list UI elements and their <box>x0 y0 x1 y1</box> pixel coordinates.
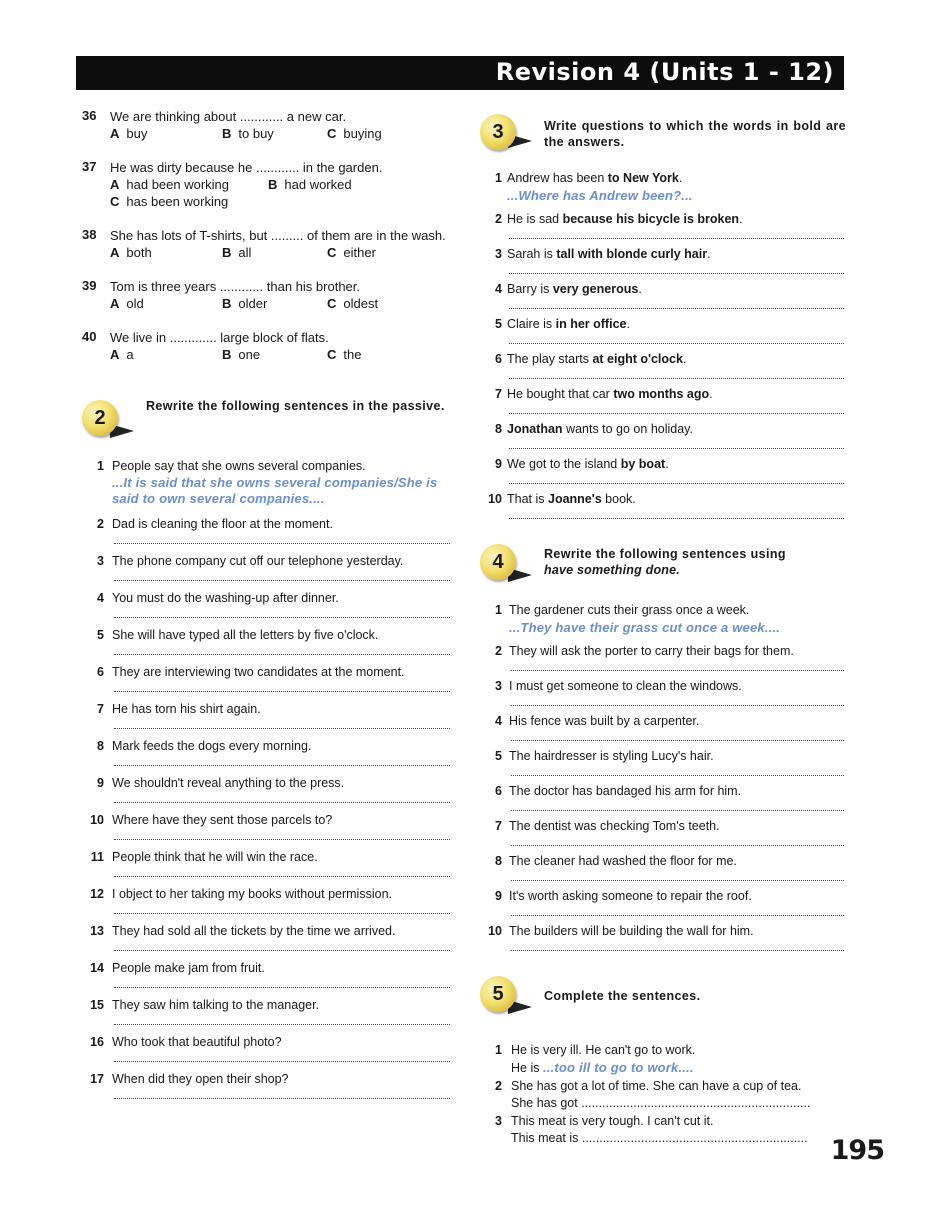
item-number: 10 <box>488 924 502 938</box>
sentence-stem: She has got <box>511 1096 582 1110</box>
item-number: 1 <box>97 459 104 473</box>
exercise-item <box>478 211 846 239</box>
answer-option[interactable] <box>110 346 222 363</box>
answer-line[interactable] <box>511 940 844 951</box>
item-number: 15 <box>90 998 104 1012</box>
exercise-item <box>80 664 452 692</box>
item-number: 2 <box>495 644 502 658</box>
bold-words: Jonathan <box>507 422 563 436</box>
item-number: 3 <box>495 247 502 261</box>
answer-line[interactable] <box>509 438 844 449</box>
example-answer: ...They have their grass cut once a week.... <box>509 620 781 635</box>
answer-line[interactable] <box>509 508 844 519</box>
option-text: older <box>238 296 268 311</box>
answer-option[interactable] <box>110 295 222 312</box>
item-text: They are interviewing two candidates at the moment. <box>112 665 405 679</box>
options-row <box>110 346 452 363</box>
options-row <box>110 244 452 261</box>
option-text: old <box>126 296 144 311</box>
bold-words: two months ago <box>613 387 710 401</box>
exercise-item <box>80 1071 452 1099</box>
question-number: 40 <box>82 329 97 344</box>
item-text: The doctor has bandaged his arm for him. <box>509 784 742 798</box>
mc-question <box>80 278 452 312</box>
exercise-item <box>478 678 846 706</box>
item-number: 7 <box>495 819 502 833</box>
exercise-item <box>80 960 452 988</box>
item-text: It's worth asking someone to repair the roof. <box>509 889 752 903</box>
item-text: I object to her taking my books without permission. <box>112 887 392 901</box>
item-text: The hairdresser is styling Lucy's hair. <box>509 749 714 763</box>
exercise-item <box>478 1042 846 1077</box>
exercise-instruction: Write questions to which the words in bold are the answers. <box>544 119 846 149</box>
item-number: 5 <box>495 749 502 763</box>
answer-option[interactable] <box>110 125 222 142</box>
option-text: has been working <box>126 194 229 209</box>
left-column <box>80 108 452 1108</box>
answer-line[interactable] <box>114 644 450 655</box>
exercise-item <box>478 713 846 741</box>
exercise-item <box>80 516 452 544</box>
exercise-4-list <box>478 602 846 951</box>
text-before: Claire is <box>507 317 556 331</box>
completion-line <box>511 1059 846 1077</box>
item-text: They will ask the porter to carry their bags for them. <box>509 644 794 658</box>
item-text <box>507 316 846 333</box>
item-text <box>507 456 846 473</box>
exercise-item <box>478 853 846 881</box>
exercise-item <box>80 553 452 581</box>
item-text: I must get someone to clean the windows. <box>509 679 742 693</box>
exercise-item <box>478 1113 846 1147</box>
answer-option[interactable] <box>222 295 327 312</box>
exercise-5-header <box>478 974 846 1024</box>
page-number: 195 <box>830 1135 884 1166</box>
exercise-item <box>80 886 452 914</box>
exercise-instruction: Complete the sentences. <box>544 989 701 1003</box>
question-body <box>110 278 452 312</box>
option-text: the <box>343 347 362 362</box>
item-text <box>507 211 846 228</box>
exercise-item <box>80 738 452 766</box>
item-text: Who took that beautiful photo? <box>112 1035 282 1049</box>
answer-line[interactable] <box>511 730 844 741</box>
option-text: had worked <box>284 177 352 192</box>
item-text <box>507 386 846 403</box>
instruction-text: Rewrite the following sentences using <box>544 547 786 561</box>
exercise-item <box>478 456 846 484</box>
exercise-item <box>478 1078 846 1112</box>
exercise-item <box>80 458 452 507</box>
answer-option[interactable] <box>268 176 352 193</box>
answer-line[interactable] <box>114 570 450 581</box>
answer-line[interactable] <box>114 1051 450 1062</box>
item-text: They saw him talking to the manager. <box>112 998 320 1012</box>
answer-line[interactable] <box>511 695 844 706</box>
text-before: We got to the island <box>507 457 621 471</box>
example-answer: ...too ill to go to work.... <box>542 1060 694 1075</box>
question-number: 37 <box>82 159 97 174</box>
option-letter: A <box>110 347 120 362</box>
answer-line[interactable] <box>511 800 844 811</box>
item-text: His fence was built by a carpenter. <box>509 714 700 728</box>
text-after: . <box>665 457 669 471</box>
item-text: This meat is very tough. I can't cut it. <box>511 1114 714 1128</box>
item-text: People say that she owns several companies. <box>112 459 366 473</box>
item-number: 12 <box>90 887 104 901</box>
answer-line[interactable] <box>511 765 844 776</box>
exercise-3-header <box>478 108 846 162</box>
item-text <box>507 246 846 263</box>
option-text: either <box>343 245 376 260</box>
item-number: 8 <box>495 854 502 868</box>
item-number: 10 <box>488 492 502 506</box>
exercise-item <box>478 748 846 776</box>
text-after: . <box>682 352 687 366</box>
option-letter: B <box>222 347 232 362</box>
answer-line[interactable] <box>114 792 450 803</box>
text-after: . <box>638 282 642 296</box>
option-text: both <box>126 245 152 260</box>
answer-line[interactable] <box>114 903 450 914</box>
text-before: He bought that car <box>507 387 614 401</box>
options-row <box>110 295 452 312</box>
exercise-badge: 4 <box>480 544 516 580</box>
answer-line[interactable] <box>509 228 844 239</box>
option-text: one <box>238 347 261 362</box>
item-text: The cleaner had washed the floor for me. <box>509 854 737 868</box>
item-number: 8 <box>97 739 104 753</box>
exercise-item <box>478 386 846 414</box>
answer-line[interactable] <box>114 681 450 692</box>
answer-dots[interactable]: ................................................................. <box>581 1131 808 1145</box>
item-number: 5 <box>495 317 502 331</box>
item-number: 9 <box>495 889 502 903</box>
item-number: 1 <box>495 1043 502 1057</box>
exercise-item <box>80 701 452 729</box>
sentence-stem: He is <box>511 1061 543 1075</box>
question-body <box>110 329 452 363</box>
answer-line[interactable] <box>511 905 844 916</box>
exercise-badge: 2 <box>82 400 118 436</box>
item-text <box>507 170 846 187</box>
bold-words: in her office <box>555 317 627 331</box>
option-letter: B <box>222 296 232 311</box>
answer-line[interactable] <box>114 533 450 544</box>
exercise-item <box>80 997 452 1025</box>
answer-option[interactable] <box>327 295 447 312</box>
exercise-4-header <box>478 542 846 592</box>
item-text: Where have they sent those parcels to? <box>112 813 333 827</box>
exercise-item <box>80 590 452 618</box>
text-after: . <box>707 247 711 261</box>
item-number: 2 <box>495 1079 502 1093</box>
item-number: 11 <box>90 850 104 864</box>
exercise-item <box>478 281 846 309</box>
exercise-item <box>80 1034 452 1062</box>
question-body <box>110 227 452 261</box>
text-after: book. <box>601 492 636 506</box>
header-bar <box>76 56 844 90</box>
answer-line[interactable] <box>114 866 450 877</box>
item-text: You must do the washing-up after dinner. <box>112 591 339 605</box>
text-after: . <box>626 317 630 331</box>
exercise-item <box>478 316 846 344</box>
mc-question <box>80 227 452 261</box>
text-after: wants to go on holiday. <box>562 422 693 436</box>
text-before: The play starts <box>507 352 593 366</box>
item-text: The builders will be building the wall for him. <box>509 924 754 938</box>
answer-line[interactable] <box>114 1088 450 1099</box>
item-text: Dad is cleaning the floor at the moment. <box>112 517 333 531</box>
text-before: He is sad <box>507 212 563 226</box>
exercise-item <box>478 818 846 846</box>
exercise-3-list <box>478 170 846 519</box>
exercise-item <box>80 812 452 840</box>
text-before: Barry is <box>507 282 553 296</box>
exercise-item <box>478 602 846 636</box>
option-letter: C <box>327 126 337 141</box>
answer-line[interactable] <box>114 977 450 988</box>
bold-words: tall with blonde curly hair <box>556 247 708 261</box>
option-text: had been working <box>126 177 230 192</box>
answer-line[interactable] <box>511 835 844 846</box>
option-letter: C <box>327 347 337 362</box>
question-text: Tom is three years ............ than his brother. <box>110 279 360 294</box>
item-number: 7 <box>495 387 502 401</box>
item-text <box>507 351 846 368</box>
option-letter: C <box>327 245 337 260</box>
option-letter: A <box>110 177 120 192</box>
exercise-item <box>80 627 452 655</box>
exercise-item <box>478 170 846 204</box>
answer-option[interactable] <box>110 176 268 193</box>
exercise-item <box>478 888 846 916</box>
answer-line[interactable] <box>114 755 450 766</box>
item-number: 1 <box>495 603 502 617</box>
bold-words: Joanne's <box>548 492 602 506</box>
answer-line[interactable] <box>511 660 844 671</box>
exercise-instruction <box>544 546 846 578</box>
answer-option[interactable] <box>110 244 222 261</box>
item-number: 8 <box>495 422 502 436</box>
item-number: 6 <box>495 784 502 798</box>
text-before: Sarah is <box>507 247 557 261</box>
answer-line[interactable] <box>509 263 844 274</box>
option-text: oldest <box>343 296 379 311</box>
item-number: 9 <box>495 457 502 471</box>
exercise-item <box>478 246 846 274</box>
item-text: The gardener cuts their grass once a week. <box>509 603 750 617</box>
option-text: buying <box>343 126 382 141</box>
answer-line[interactable] <box>509 298 844 309</box>
exercise-badge: 5 <box>480 976 516 1012</box>
option-text: all <box>238 245 252 260</box>
exercise-5-list <box>478 1042 846 1147</box>
option-text: buy <box>126 126 148 141</box>
item-number: 4 <box>97 591 104 605</box>
exercise-item <box>478 421 846 449</box>
exercise-item <box>80 775 452 803</box>
item-text: He is very ill. He can't go to work. <box>511 1043 696 1057</box>
item-text <box>507 421 846 438</box>
answer-line[interactable] <box>511 870 844 881</box>
exercise-item <box>80 923 452 951</box>
item-number: 6 <box>495 352 502 366</box>
text-after: . <box>678 171 683 185</box>
text-before: That is <box>507 492 548 506</box>
exercise-2-list <box>80 458 452 1099</box>
mc-question <box>80 108 452 142</box>
answer-line[interactable] <box>509 368 844 379</box>
item-number: 3 <box>495 1114 502 1128</box>
instruction-italic: have something done. <box>544 563 680 577</box>
item-text: When did they open their shop? <box>112 1072 289 1086</box>
example-answer: ...Where has Andrew been?... <box>507 188 693 203</box>
answer-line[interactable] <box>509 333 844 344</box>
answer-dots[interactable]: .................................................................. <box>581 1096 811 1110</box>
item-text: Mark feeds the dogs every morning. <box>112 739 312 753</box>
options-row <box>110 176 452 193</box>
answer-line[interactable] <box>114 1014 450 1025</box>
multiple-choice-list <box>80 108 452 363</box>
exercise-item <box>478 491 846 519</box>
exercise-2-header <box>80 398 452 448</box>
question-text: He was dirty because he ............ in the garden. <box>110 160 383 175</box>
completion-line <box>511 1095 846 1112</box>
exercise-item <box>478 351 846 379</box>
bold-words: to New York <box>607 171 679 185</box>
exercise-instruction: Rewrite the following sentences in the passive. <box>146 399 445 413</box>
question-number: 38 <box>82 227 97 242</box>
question-body <box>110 108 452 142</box>
option-text: a <box>126 347 134 362</box>
bold-words: by boat <box>620 457 666 471</box>
item-number: 3 <box>97 554 104 568</box>
answer-option[interactable] <box>327 125 447 142</box>
exercise-item <box>478 643 846 671</box>
option-letter: C <box>110 194 120 209</box>
option-letter: B <box>222 245 232 260</box>
item-number: 2 <box>97 517 104 531</box>
answer-option[interactable] <box>222 125 327 142</box>
option-letter: C <box>327 296 337 311</box>
question-number: 36 <box>82 108 97 123</box>
item-text: We shouldn't reveal anything to the press. <box>112 776 345 790</box>
item-text: He has torn his shirt again. <box>112 702 261 716</box>
item-number: 4 <box>495 714 502 728</box>
option-letter: B <box>222 126 232 141</box>
item-number: 17 <box>90 1072 104 1086</box>
question-text: We are thinking about ............ a new car. <box>110 109 347 124</box>
item-text <box>507 281 846 298</box>
options-row <box>110 125 452 142</box>
answer-line[interactable] <box>114 718 450 729</box>
item-number: 14 <box>90 961 104 975</box>
completion-line <box>511 1130 846 1147</box>
item-text: People think that he will win the race. <box>112 850 318 864</box>
item-number: 3 <box>495 679 502 693</box>
option-letter: A <box>110 245 120 260</box>
answer-option[interactable] <box>327 346 447 363</box>
exercise-item <box>80 849 452 877</box>
item-number: 7 <box>97 702 104 716</box>
exercise-item <box>478 923 846 951</box>
mc-question <box>80 329 452 363</box>
exercise-badge: 3 <box>480 114 516 150</box>
answer-line[interactable] <box>509 473 844 484</box>
item-text <box>507 491 846 508</box>
item-number: 13 <box>90 924 104 938</box>
right-column <box>478 108 846 1148</box>
answer-line[interactable] <box>114 940 450 951</box>
option-letter: B <box>268 177 278 192</box>
item-number: 6 <box>97 665 104 679</box>
answer-option[interactable] <box>222 244 327 261</box>
page-title: Revision 4 (Units 1 - 12) <box>495 58 834 86</box>
text-after: . <box>739 212 743 226</box>
sentence-stem: This meat is <box>511 1131 582 1145</box>
item-number: 2 <box>495 212 502 226</box>
question-text: She has lots of T-shirts, but ......... of them are in the wash. <box>110 228 446 243</box>
question-number: 39 <box>82 278 97 293</box>
option-letter: A <box>110 296 120 311</box>
item-number: 1 <box>495 171 502 185</box>
example-answer: ...It is said that she owns several companies/She is said to own several companies.... <box>112 475 438 506</box>
item-text: They had sold all the tickets by the time we arrived. <box>112 924 396 938</box>
item-text: The dentist was checking Tom's teeth. <box>509 819 720 833</box>
bold-words: at eight o'clock <box>592 352 683 366</box>
answer-option[interactable] <box>110 193 229 210</box>
item-number: 16 <box>90 1035 104 1049</box>
item-text: She has got a lot of time. She can have a cup of tea. <box>511 1079 802 1093</box>
text-after: . <box>709 387 713 401</box>
item-text: The phone company cut off our telephone yesterday. <box>112 554 404 568</box>
exercise-item <box>478 783 846 811</box>
text-before: Andrew has been <box>507 171 608 185</box>
answer-option[interactable] <box>222 346 327 363</box>
item-number: 9 <box>97 776 104 790</box>
item-number: 4 <box>495 282 502 296</box>
option-text: to buy <box>238 126 274 141</box>
answer-line[interactable] <box>114 607 450 618</box>
item-text: People make jam from fruit. <box>112 961 265 975</box>
option-letter: A <box>110 126 120 141</box>
answer-line[interactable] <box>114 829 450 840</box>
mc-question <box>80 159 452 210</box>
question-text: We live in ............. large block of flats. <box>110 330 329 345</box>
question-body <box>110 159 452 210</box>
answer-option[interactable] <box>327 244 447 261</box>
item-number: 10 <box>90 813 104 827</box>
item-text: She will have typed all the letters by five o'clock. <box>112 628 379 642</box>
item-number: 5 <box>97 628 104 642</box>
options-row <box>110 193 452 210</box>
answer-line[interactable] <box>509 403 844 414</box>
bold-words: because his bicycle is broken <box>562 212 740 226</box>
bold-words: very generous <box>552 282 639 296</box>
